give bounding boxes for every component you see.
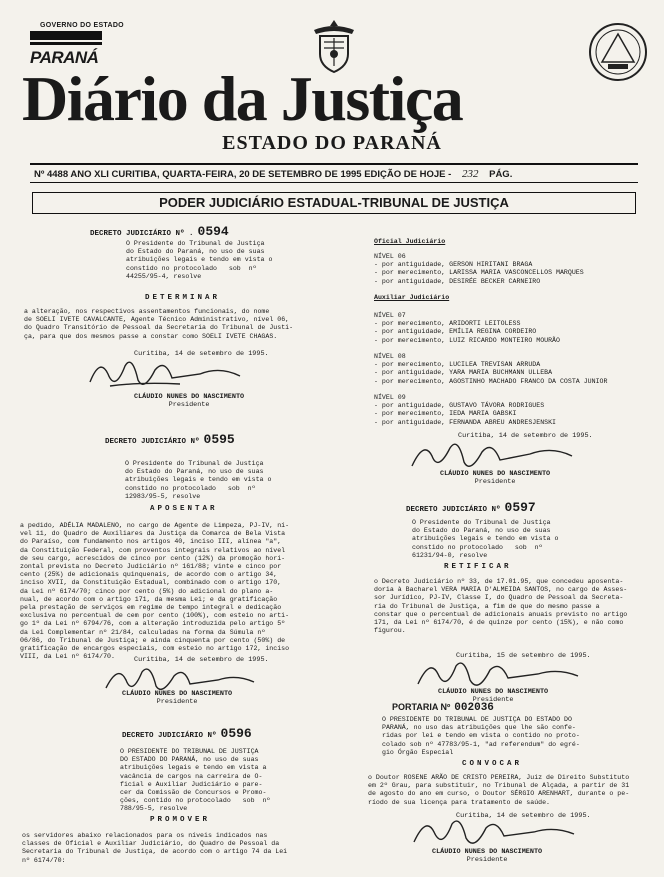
decree-place-date: Curitiba, 14 de setembro de 1995.	[134, 350, 269, 358]
portaria-heading	[392, 702, 494, 714]
decree-intro: O PRESIDENTE DO TRIBUNAL DE JUSTIÇA DO ESTADO DO PARANÁ, no uso de suas atribuições legais e tendo em vista a vacância de cargos na carreira de O- ficial e Auxiliar Judiciário e pare- cer da Comissão de Concursos e Promo- ções, contido no protocolado sob nº 788/95-5, resolve	[120, 748, 271, 813]
decree-label: DECRETO JUDICIÁRIO Nº .	[90, 230, 194, 238]
decree-verb: PROMOVER	[150, 816, 211, 824]
decree-label: DECRETO JUDICIÁRIO Nº	[122, 732, 217, 740]
decree-body: os servidores abaixo relacionados para os níveis indicados nas classes de Oficial e Auxiliar Judiciário, do Quadro de Pessoal da Secretaria do Tribunal de Justiça, de acordo com o artigo 74 da Lei nº 6174/70:	[22, 832, 288, 864]
decree-place-date: Curitiba, 14 de setembro de 1995.	[134, 656, 269, 664]
portaria-place-date: Curitiba, 14 de setembro de 1995.	[456, 812, 591, 820]
page-count: 232	[461, 168, 479, 180]
portaria-intro: O PRESIDENTE DO TRIBUNAL DE JUSTIÇA DO ESTADO DO PARANÁ, no uso das atribuições que lhe são confe- ridas por lei e tendo em vista o contido no proto- colado sob nº 47783/95-1, "ad referendum" do egré- gio Órgão Especial	[382, 716, 580, 756]
newspaper-subtitle: ESTADO DO PARANÁ	[222, 132, 442, 154]
newspaper-title: Diário da Justiça	[22, 63, 463, 134]
signatory-role: Presidente	[168, 401, 210, 409]
signatory	[134, 393, 244, 409]
decree-intro: O Presidente do Tribunal de Justiça do Estado do Paraná, no uso de suas atribuições legais e tendo em vista o constido no protocolado sob nº 44255/95-4, resolve	[126, 240, 273, 280]
decree-place-date: Curitiba, 15 de setembro de 1995.	[456, 652, 591, 660]
signatory-name: CLÁUDIO NUNES DO NASCIMENTO	[432, 848, 543, 856]
portaria-label: PORTARIA Nº	[392, 702, 451, 712]
decree-intro: O Presidente do Tribunal de Justiça do Estado do Paraná, no uso de suas atribuições legais e tendo em vista o constido no protocolado sob nº 12983/95-5, resolve	[125, 460, 272, 500]
decree-body: a alteração, nos respectivos assentamentos funcionais, do nome de SOELI IVETE CAVALCANTE, Agente Técnico Administrativo, nível 06, do Quadro Transitório de Pessoal da Secretaria do Tribunal de Justi- ça, para que dos mesmos passe a constar como SOELI IVETE CHAGAS.	[24, 308, 294, 340]
signatory-name: CLÁUDIO NUNES DO NASCIMENTO	[122, 690, 233, 698]
signatory	[440, 470, 550, 486]
decree-number: 0596	[220, 726, 252, 741]
decree-verb: RETIFICAR	[444, 563, 512, 571]
government-flag-bar	[30, 31, 102, 40]
signatory-role: Presidente	[156, 698, 198, 706]
signature-icon	[80, 352, 250, 398]
government-flag-stripe	[30, 42, 102, 45]
category-label: Oficial Judiciário	[374, 238, 446, 245]
issue-details: Nº 4488 ANO XLI CURITIBA, QUARTA-FEIRA, 20 DE SETEMBRO DE 1995 EDIÇÃO DE HOJE -	[34, 169, 452, 180]
decree-heading	[90, 224, 229, 239]
decree-place-date: Curitiba, 14 de setembro de 1995.	[458, 432, 593, 440]
promotion-list: NÍVEL 07 - por merecimento, ARIDORTI LEITOLESS - por antiguidade, EMÍLIA REGINA CORDEIRO - por merecimento, LUIZ RICARDO MONTEIRO MOURÃO NÍVEL 08 - por merecimento, LUCILEA TREVISAN ARRUDA - por antiguidade, YARA MARIA BUCHMANN ULLEBA - por merecimento, AGOSTINHO MACHADO FRANCO DA COSTA JUNIOR NÍVEL 09 - por antiguidade, GUSTAVO TÁVORA RODRIGUES - por merecimento, IEDA MARIA GABSKI - por antiguidade, FERNANDA ABREU ANDRESJENSKI	[374, 312, 608, 426]
decree-body: o Decreto Judiciário nº 33, de 17.01.95, que concedeu aposenta- doria à Bacharel VERA MARIA D'ALMEIDA SANTOS, no cargo de Asses- sor Jurídico, PJ-IV, Classe I, do Quadro de Pessoal da Secreta- ria do Tribunal de Justiça, a fim de que do mesmo passe a constar que o percentual de adicionais anuais previsto no artigo 171, da Lei nº 6174/70, é de quinze por cento (15%), e não como figurou.	[374, 578, 628, 635]
decree-heading	[122, 726, 252, 741]
portaria-number: 002036	[454, 702, 494, 714]
decree-heading	[406, 500, 536, 515]
signatory-name: CLÁUDIO NUNES DO NASCIMENTO	[134, 393, 245, 401]
category-label: Auxiliar Judiciário	[374, 294, 450, 301]
signatory-role: Presidente	[474, 478, 516, 486]
decree-number: 0594	[197, 224, 229, 239]
signatory-role: Presidente	[466, 856, 508, 864]
decree-label: DECRETO JUDICIÁRIO Nº	[406, 506, 501, 514]
signatory	[122, 690, 232, 706]
section-title: PODER JUDICIÁRIO ESTADUAL-TRIBUNAL DE JUSTIÇA	[32, 192, 636, 214]
decree-heading	[105, 432, 235, 447]
decree-number: 0597	[504, 500, 536, 515]
signatory-name: CLÁUDIO NUNES DO NASCIMENTO	[440, 470, 551, 478]
decree-label: DECRETO JUDICIÁRIO Nº	[105, 438, 200, 446]
decree-intro: O Presidente do Tribunal de Justiça do Estado do Paraná, no uso de suas atribuições legais e tendo em vista o constido no protocolado sob nº 61231/94-0, resolve	[412, 519, 559, 559]
portaria-verb: CONVOCAR	[462, 760, 523, 768]
divider	[30, 163, 638, 165]
decree-number: 0595	[203, 432, 235, 447]
decree-verb: DETERMINAR	[145, 294, 221, 302]
signatory-name: CLÁUDIO NUNES DO NASCIMENTO	[438, 688, 549, 696]
signatory-role: Presidente	[472, 696, 514, 704]
promotion-list: NÍVEL 06 - por antiguidade, GERSON HIRITANI BRAGA - por merecimento, LARISSA MARIA VASCONCELLOS MARQUES - por antiguidade, DESIRÉE BECKER CARNEIRO	[374, 253, 584, 285]
portaria-body: o Doutor ROSENE ARÃO DE CRISTO PEREIRA, Juiz de Direito Substituto em 2º Grau, para substituir, no Tribunal de Alçada, a partir de 31 de agosto do ano em curso, o Doutor SÉRGIO ARENHART, durante o pe- ríodo de sua licença para tratamento de saúde.	[368, 774, 630, 806]
government-logo-text: PARANÁ	[30, 48, 99, 67]
government-label: GOVERNO DO ESTADO	[40, 22, 124, 29]
issue-line	[34, 168, 634, 180]
signatory	[432, 848, 542, 864]
divider	[30, 182, 638, 183]
page-count-suffix: PÁG.	[489, 169, 513, 180]
decree-body: a pedido, ADÉLIA MADALENO, no cargo de Agente de Limpeza, PJ-IV, ní- vel 11, do Quadro de Auxiliares da Justiça da Comarca de Bela Vista do Paraíso, com fundamento nos artigos 40, inciso III, alínea "a", da Constituição Federal, com proventos integrais relativos ao nível de seu cargo, acrescidos de cinco por cento (12%) da promoção hori- zontal prevista no Decreto Judiciário nº 161/88; vinte e cinco por cento (25%) de adicionais quinquenais, de acordo com o artigo 34, inciso XVII, da Constituição Estadual, combinado com o artigo 170, da Lei nº 6174/70; cinco por cento (5%) do adicional do plano a- nual, de acordo com o artigo 171, da mesma Lei; e da gratificação pela prestação de serviços em regime de tempo integral e dedicação exclusiva no percentual de cem por cento (100%), com esteio no arti- go 1º da Lei nº 6794/76, com a alteração introduzida pelo artigo 5º da Lei Complementar nº 21/84, calculadas na forma da Súmula nº 06/86, do Tribunal de Justiça; e ainda cinquenta por cento (50%) de gratificação de encargos especiais, com esteio no artigo 172, inciso VIII, da Lei nº 6174/70.	[20, 522, 290, 661]
decree-verb: APOSENTAR	[150, 505, 218, 513]
